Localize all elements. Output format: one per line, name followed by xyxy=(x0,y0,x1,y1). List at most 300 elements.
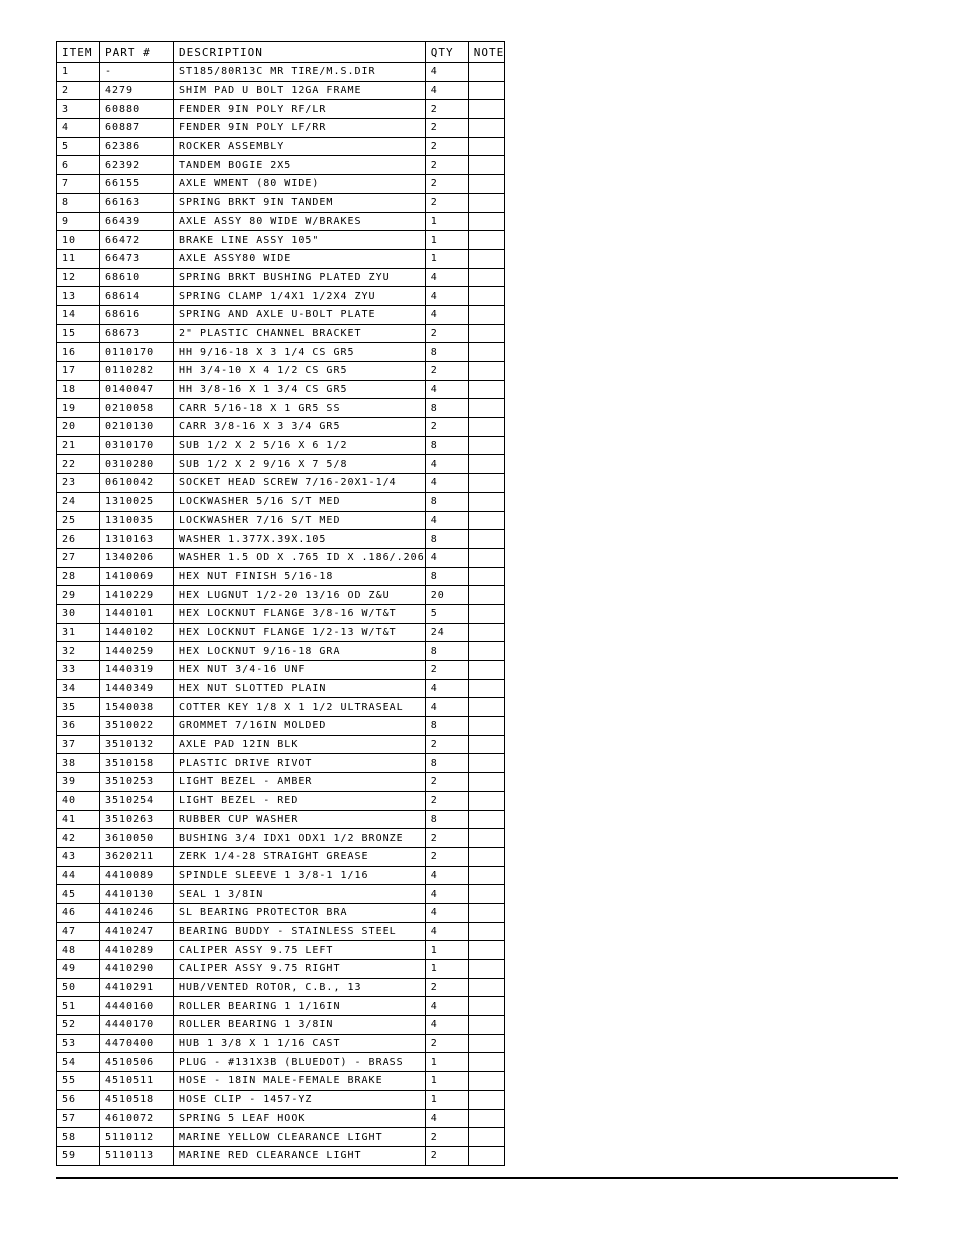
cell-note xyxy=(468,380,505,399)
cell-qty: 2 xyxy=(425,735,468,754)
cell-qty: 4 xyxy=(425,455,468,474)
cell-qty: 8 xyxy=(425,810,468,829)
cell-qty: 24 xyxy=(425,623,468,642)
cell-part-number: 60880 xyxy=(100,100,174,119)
cell-part-number: 4410130 xyxy=(100,885,174,904)
cell-qty: 2 xyxy=(425,791,468,810)
cell-part-number: 1410069 xyxy=(100,567,174,586)
cell-item: 5 xyxy=(57,137,100,156)
cell-note xyxy=(468,1090,505,1109)
cell-part-number: 66473 xyxy=(100,249,174,268)
cell-qty: 8 xyxy=(425,343,468,362)
cell-part-number: 1440102 xyxy=(100,623,174,642)
table-row xyxy=(57,362,505,381)
cell-item: 49 xyxy=(57,960,100,979)
table-row xyxy=(57,567,505,586)
cell-item: 48 xyxy=(57,941,100,960)
cell-note xyxy=(468,661,505,680)
cell-description: HH 3/8-16 X 1 3/4 CS GR5 xyxy=(174,380,426,399)
cell-description: FENDER 9IN POLY RF/LR xyxy=(174,100,426,119)
table-row xyxy=(57,137,505,156)
cell-part-number: 1440349 xyxy=(100,679,174,698)
cell-part-number: 4410289 xyxy=(100,941,174,960)
cell-part-number: 1410229 xyxy=(100,586,174,605)
table-row xyxy=(57,343,505,362)
cell-item: 55 xyxy=(57,1072,100,1091)
cell-description: SPINDLE SLEEVE 1 3/8-1 1/16 xyxy=(174,866,426,885)
table-row xyxy=(57,1090,505,1109)
cell-qty: 1 xyxy=(425,941,468,960)
cell-description: HEX NUT FINISH 5/16-18 xyxy=(174,567,426,586)
table-row xyxy=(57,399,505,418)
cell-part-number: 0310170 xyxy=(100,436,174,455)
cell-item: 35 xyxy=(57,698,100,717)
cell-note xyxy=(468,735,505,754)
cell-item: 46 xyxy=(57,903,100,922)
cell-item: 23 xyxy=(57,474,100,493)
cell-item: 53 xyxy=(57,1034,100,1053)
cell-note xyxy=(468,530,505,549)
header-description: DESCRIPTION xyxy=(174,42,426,63)
cell-description: HEX LOCKNUT 9/16-18 GRA xyxy=(174,642,426,661)
cell-item: 18 xyxy=(57,380,100,399)
cell-description: BEARING BUDDY - STAINLESS STEEL xyxy=(174,922,426,941)
table-row xyxy=(57,941,505,960)
cell-part-number: 66472 xyxy=(100,231,174,250)
cell-description: CALIPER ASSY 9.75 LEFT xyxy=(174,941,426,960)
table-row xyxy=(57,735,505,754)
cell-item: 37 xyxy=(57,735,100,754)
table-header xyxy=(57,42,505,63)
cell-note xyxy=(468,63,505,82)
cell-item: 9 xyxy=(57,212,100,231)
cell-item: 40 xyxy=(57,791,100,810)
cell-part-number: 4410246 xyxy=(100,903,174,922)
table-row xyxy=(57,100,505,119)
table-row xyxy=(57,193,505,212)
cell-part-number: 3510132 xyxy=(100,735,174,754)
cell-part-number: 3610050 xyxy=(100,829,174,848)
cell-note xyxy=(468,548,505,567)
cell-item: 11 xyxy=(57,249,100,268)
cell-item: 31 xyxy=(57,623,100,642)
cell-qty: 2 xyxy=(425,978,468,997)
cell-part-number: 62386 xyxy=(100,137,174,156)
cell-qty: 4 xyxy=(425,380,468,399)
table-row xyxy=(57,642,505,661)
cell-qty: 4 xyxy=(425,268,468,287)
cell-qty: 4 xyxy=(425,511,468,530)
cell-part-number: 66439 xyxy=(100,212,174,231)
cell-qty: 4 xyxy=(425,548,468,567)
table-row xyxy=(57,903,505,922)
cell-item: 17 xyxy=(57,362,100,381)
cell-description: ST185/80R13C MR TIRE/M.S.DIR xyxy=(174,63,426,82)
cell-note xyxy=(468,305,505,324)
cell-description: CALIPER ASSY 9.75 RIGHT xyxy=(174,960,426,979)
cell-note xyxy=(468,474,505,493)
cell-part-number: 66163 xyxy=(100,193,174,212)
cell-qty: 8 xyxy=(425,567,468,586)
cell-part-number: 0110282 xyxy=(100,362,174,381)
cell-note xyxy=(468,287,505,306)
cell-qty: 2 xyxy=(425,1128,468,1147)
cell-description: SHIM PAD U BOLT 12GA FRAME xyxy=(174,81,426,100)
table-row xyxy=(57,436,505,455)
cell-qty: 2 xyxy=(425,773,468,792)
table-row xyxy=(57,997,505,1016)
cell-qty: 1 xyxy=(425,1072,468,1091)
table-row xyxy=(57,1016,505,1035)
cell-part-number: 4510511 xyxy=(100,1072,174,1091)
cell-description: SUB 1/2 X 2 5/16 X 6 1/2 xyxy=(174,436,426,455)
cell-description: HUB/VENTED ROTOR, C.B., 13 xyxy=(174,978,426,997)
table-row xyxy=(57,81,505,100)
cell-part-number: 60887 xyxy=(100,119,174,138)
cell-note xyxy=(468,866,505,885)
cell-note xyxy=(468,1146,505,1165)
cell-part-number: 66155 xyxy=(100,175,174,194)
table-row xyxy=(57,231,505,250)
cell-part-number: 1540038 xyxy=(100,698,174,717)
table-row xyxy=(57,119,505,138)
table-row xyxy=(57,1053,505,1072)
cell-description: SEAL 1 3/8IN xyxy=(174,885,426,904)
table-row xyxy=(57,754,505,773)
cell-item: 38 xyxy=(57,754,100,773)
cell-note xyxy=(468,119,505,138)
cell-qty: 2 xyxy=(425,829,468,848)
cell-qty: 8 xyxy=(425,530,468,549)
cell-description: MARINE YELLOW CLEARANCE LIGHT xyxy=(174,1128,426,1147)
table-row xyxy=(57,474,505,493)
cell-note xyxy=(468,455,505,474)
parts-list-table xyxy=(56,41,505,1166)
cell-description: SPRING CLAMP 1/4X1 1/2X4 ZYU xyxy=(174,287,426,306)
cell-description: HH 9/16-18 X 3 1/4 CS GR5 xyxy=(174,343,426,362)
cell-qty: 2 xyxy=(425,119,468,138)
table-row xyxy=(57,717,505,736)
cell-qty: 8 xyxy=(425,754,468,773)
cell-note xyxy=(468,1016,505,1035)
cell-note xyxy=(468,922,505,941)
cell-item: 8 xyxy=(57,193,100,212)
table-row xyxy=(57,829,505,848)
cell-part-number: 4410247 xyxy=(100,922,174,941)
cell-qty: 4 xyxy=(425,679,468,698)
cell-note xyxy=(468,847,505,866)
table-row xyxy=(57,810,505,829)
cell-item: 7 xyxy=(57,175,100,194)
cell-qty: 2 xyxy=(425,175,468,194)
cell-part-number: 1440259 xyxy=(100,642,174,661)
cell-item: 12 xyxy=(57,268,100,287)
cell-description: SPRING AND AXLE U-BOLT PLATE xyxy=(174,305,426,324)
cell-part-number: 3510022 xyxy=(100,717,174,736)
cell-note xyxy=(468,175,505,194)
cell-part-number: 4279 xyxy=(100,81,174,100)
table-row xyxy=(57,305,505,324)
cell-item: 44 xyxy=(57,866,100,885)
cell-description: SUB 1/2 X 2 9/16 X 7 5/8 xyxy=(174,455,426,474)
cell-note xyxy=(468,418,505,437)
cell-note xyxy=(468,586,505,605)
bottom-rule-divider xyxy=(56,1177,898,1179)
cell-qty: 8 xyxy=(425,717,468,736)
cell-item: 41 xyxy=(57,810,100,829)
cell-part-number: 0140047 xyxy=(100,380,174,399)
table-row xyxy=(57,1128,505,1147)
cell-note xyxy=(468,960,505,979)
cell-note xyxy=(468,231,505,250)
cell-part-number: 5110113 xyxy=(100,1146,174,1165)
cell-qty: 8 xyxy=(425,642,468,661)
cell-item: 42 xyxy=(57,829,100,848)
cell-item: 19 xyxy=(57,399,100,418)
cell-description: FENDER 9IN POLY LF/RR xyxy=(174,119,426,138)
cell-description: LOCKWASHER 7/16 S/T MED xyxy=(174,511,426,530)
cell-note xyxy=(468,903,505,922)
table-row xyxy=(57,604,505,623)
cell-note xyxy=(468,436,505,455)
cell-note xyxy=(468,249,505,268)
cell-part-number: 4410291 xyxy=(100,978,174,997)
cell-item: 56 xyxy=(57,1090,100,1109)
cell-description: WASHER 1.5 OD X .765 ID X .186/.206 xyxy=(174,548,426,567)
cell-item: 52 xyxy=(57,1016,100,1035)
cell-note xyxy=(468,100,505,119)
cell-qty: 4 xyxy=(425,1016,468,1035)
cell-description: COTTER KEY 1/8 X 1 1/2 ULTRASEAL xyxy=(174,698,426,717)
cell-note xyxy=(468,978,505,997)
cell-part-number: 68616 xyxy=(100,305,174,324)
header-qty: QTY xyxy=(425,42,468,63)
cell-item: 25 xyxy=(57,511,100,530)
cell-note xyxy=(468,717,505,736)
cell-description: ROCKER ASSEMBLY xyxy=(174,137,426,156)
cell-part-number: 4510518 xyxy=(100,1090,174,1109)
cell-description: BUSHING 3/4 IDX1 ODX1 1/2 BRONZE xyxy=(174,829,426,848)
cell-qty: 4 xyxy=(425,903,468,922)
cell-note xyxy=(468,1128,505,1147)
table-row xyxy=(57,791,505,810)
cell-description: LIGHT BEZEL - AMBER xyxy=(174,773,426,792)
cell-part-number: 1440101 xyxy=(100,604,174,623)
cell-item: 39 xyxy=(57,773,100,792)
cell-item: 14 xyxy=(57,305,100,324)
cell-description: ROLLER BEARING 1 1/16IN xyxy=(174,997,426,1016)
cell-qty: 1 xyxy=(425,1090,468,1109)
cell-part-number: 68673 xyxy=(100,324,174,343)
cell-description: CARR 3/8-16 X 3 3/4 GR5 xyxy=(174,418,426,437)
cell-description: HUB 1 3/8 X 1 1/16 CAST xyxy=(174,1034,426,1053)
header-note: NOTE xyxy=(468,42,505,63)
table-row xyxy=(57,960,505,979)
cell-note xyxy=(468,1034,505,1053)
cell-qty: 2 xyxy=(425,847,468,866)
cell-note xyxy=(468,604,505,623)
cell-note xyxy=(468,156,505,175)
cell-qty: 4 xyxy=(425,81,468,100)
cell-description: AXLE ASSY 80 WIDE W/BRAKES xyxy=(174,212,426,231)
cell-description: AXLE PAD 12IN BLK xyxy=(174,735,426,754)
cell-qty: 2 xyxy=(425,362,468,381)
table-row xyxy=(57,63,505,82)
cell-item: 36 xyxy=(57,717,100,736)
table-row xyxy=(57,175,505,194)
cell-item: 30 xyxy=(57,604,100,623)
cell-description: CARR 5/16-18 X 1 GR5 SS xyxy=(174,399,426,418)
cell-note xyxy=(468,268,505,287)
cell-part-number: 4470400 xyxy=(100,1034,174,1053)
cell-part-number: 3510158 xyxy=(100,754,174,773)
cell-description: AXLE WMENT (80 WIDE) xyxy=(174,175,426,194)
cell-qty: 8 xyxy=(425,399,468,418)
cell-item: 15 xyxy=(57,324,100,343)
cell-part-number: 5110112 xyxy=(100,1128,174,1147)
cell-item: 43 xyxy=(57,847,100,866)
cell-item: 22 xyxy=(57,455,100,474)
cell-description: SOCKET HEAD SCREW 7/16-20X1-1/4 xyxy=(174,474,426,493)
cell-part-number: 0310280 xyxy=(100,455,174,474)
cell-part-number: 0210130 xyxy=(100,418,174,437)
table-row xyxy=(57,455,505,474)
cell-description: SPRING 5 LEAF HOOK xyxy=(174,1109,426,1128)
cell-note xyxy=(468,492,505,511)
cell-part-number: 62392 xyxy=(100,156,174,175)
cell-qty: 8 xyxy=(425,492,468,511)
cell-qty: 4 xyxy=(425,1109,468,1128)
cell-description: HEX NUT 3/4-16 UNF xyxy=(174,661,426,680)
table-body xyxy=(57,63,505,1166)
cell-note xyxy=(468,324,505,343)
cell-qty: 2 xyxy=(425,193,468,212)
cell-note xyxy=(468,829,505,848)
cell-part-number: 1310163 xyxy=(100,530,174,549)
cell-description: TANDEM BOGIE 2X5 xyxy=(174,156,426,175)
cell-qty: 4 xyxy=(425,922,468,941)
cell-qty: 2 xyxy=(425,661,468,680)
cell-description: HEX LUGNUT 1/2-20 13/16 OD Z&U xyxy=(174,586,426,605)
header-item: ITEM xyxy=(57,42,100,63)
cell-description: MARINE RED CLEARANCE LIGHT xyxy=(174,1146,426,1165)
cell-part-number: 4440160 xyxy=(100,997,174,1016)
cell-qty: 2 xyxy=(425,156,468,175)
cell-item: 21 xyxy=(57,436,100,455)
cell-item: 45 xyxy=(57,885,100,904)
cell-note xyxy=(468,212,505,231)
cell-note xyxy=(468,773,505,792)
cell-qty: 1 xyxy=(425,960,468,979)
cell-item: 26 xyxy=(57,530,100,549)
cell-note xyxy=(468,81,505,100)
cell-qty: 4 xyxy=(425,474,468,493)
cell-description: HEX LOCKNUT FLANGE 1/2-13 W/T&T xyxy=(174,623,426,642)
cell-qty: 2 xyxy=(425,1146,468,1165)
cell-description: HEX NUT SLOTTED PLAIN xyxy=(174,679,426,698)
cell-description: HH 3/4-10 X 4 1/2 CS GR5 xyxy=(174,362,426,381)
cell-item: 4 xyxy=(57,119,100,138)
table-row xyxy=(57,847,505,866)
cell-part-number: 1340206 xyxy=(100,548,174,567)
table-row xyxy=(57,661,505,680)
cell-part-number: 1310035 xyxy=(100,511,174,530)
cell-qty: 2 xyxy=(425,1034,468,1053)
cell-qty: 2 xyxy=(425,418,468,437)
cell-description: ZERK 1/4-28 STRAIGHT GREASE xyxy=(174,847,426,866)
cell-part-number: 1440319 xyxy=(100,661,174,680)
cell-part-number: 3510253 xyxy=(100,773,174,792)
cell-note xyxy=(468,1053,505,1072)
cell-note xyxy=(468,754,505,773)
cell-qty: 2 xyxy=(425,100,468,119)
cell-item: 16 xyxy=(57,343,100,362)
cell-qty: 1 xyxy=(425,249,468,268)
cell-note xyxy=(468,193,505,212)
cell-part-number: 68614 xyxy=(100,287,174,306)
cell-note xyxy=(468,791,505,810)
cell-part-number: 4610072 xyxy=(100,1109,174,1128)
cell-item: 57 xyxy=(57,1109,100,1128)
cell-qty: 4 xyxy=(425,997,468,1016)
cell-item: 1 xyxy=(57,63,100,82)
table-row xyxy=(57,1034,505,1053)
table-row xyxy=(57,679,505,698)
cell-note xyxy=(468,1072,505,1091)
cell-item: 28 xyxy=(57,567,100,586)
cell-description: SPRING BRKT 9IN TANDEM xyxy=(174,193,426,212)
cell-note xyxy=(468,679,505,698)
cell-description: BRAKE LINE ASSY 105" xyxy=(174,231,426,250)
cell-description: GROMMET 7/16IN MOLDED xyxy=(174,717,426,736)
cell-part-number: - xyxy=(100,63,174,82)
cell-note xyxy=(468,362,505,381)
cell-note xyxy=(468,511,505,530)
cell-description: LOCKWASHER 5/16 S/T MED xyxy=(174,492,426,511)
cell-part-number: 4440170 xyxy=(100,1016,174,1035)
cell-part-number: 1310025 xyxy=(100,492,174,511)
cell-description: LIGHT BEZEL - RED xyxy=(174,791,426,810)
cell-item: 34 xyxy=(57,679,100,698)
cell-item: 59 xyxy=(57,1146,100,1165)
cell-item: 47 xyxy=(57,922,100,941)
cell-item: 6 xyxy=(57,156,100,175)
cell-note xyxy=(468,698,505,717)
cell-item: 20 xyxy=(57,418,100,437)
table-row xyxy=(57,773,505,792)
table-row xyxy=(57,324,505,343)
table-row xyxy=(57,418,505,437)
cell-item: 33 xyxy=(57,661,100,680)
cell-description: PLASTIC DRIVE RIVOT xyxy=(174,754,426,773)
cell-description: SL BEARING PROTECTOR BRA xyxy=(174,903,426,922)
cell-qty: 1 xyxy=(425,1053,468,1072)
cell-item: 13 xyxy=(57,287,100,306)
table-row xyxy=(57,885,505,904)
table-row xyxy=(57,380,505,399)
cell-part-number: 4410290 xyxy=(100,960,174,979)
cell-note xyxy=(468,1109,505,1128)
cell-part-number: 4510506 xyxy=(100,1053,174,1072)
cell-description: HOSE - 18IN MALE-FEMALE BRAKE xyxy=(174,1072,426,1091)
table-row xyxy=(57,511,505,530)
cell-item: 10 xyxy=(57,231,100,250)
cell-note xyxy=(468,623,505,642)
cell-qty: 4 xyxy=(425,287,468,306)
cell-item: 2 xyxy=(57,81,100,100)
cell-qty: 20 xyxy=(425,586,468,605)
cell-item: 3 xyxy=(57,100,100,119)
